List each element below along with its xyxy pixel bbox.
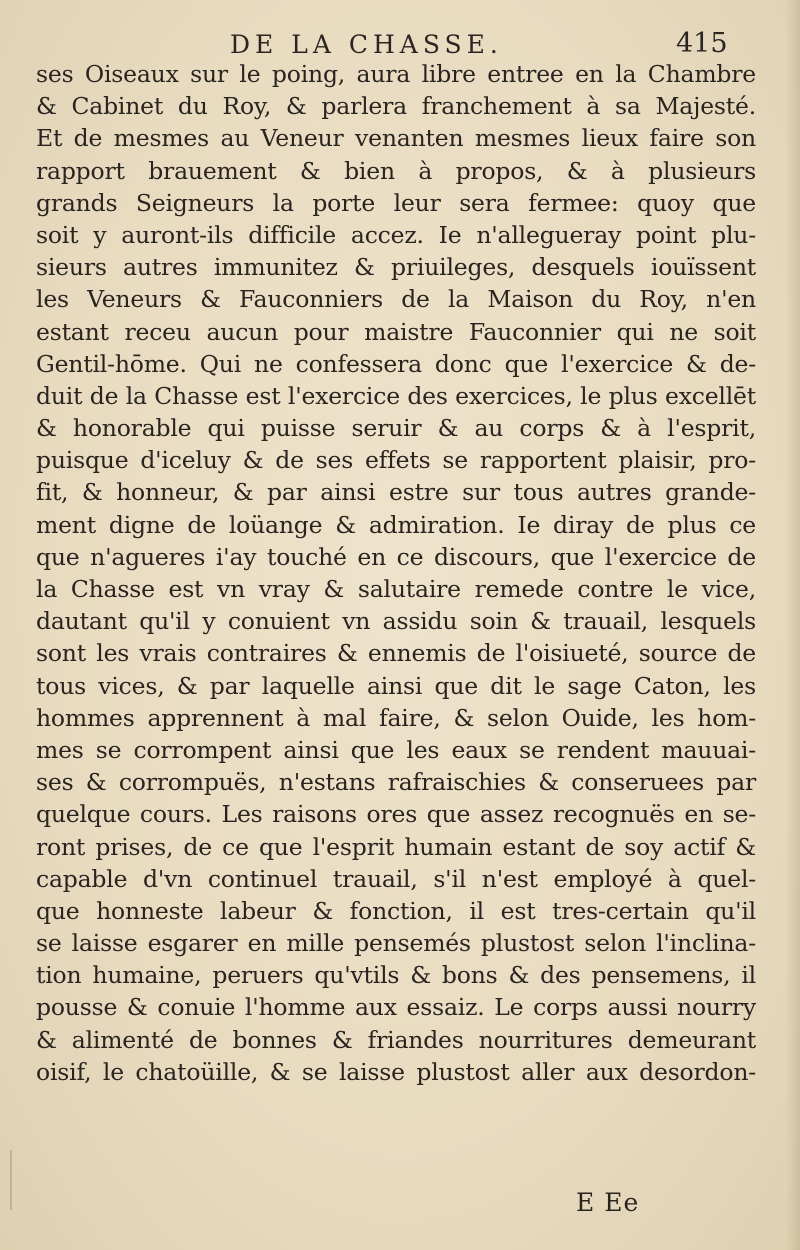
text-line: & alimenté de bonnes & friandes nourritures demeurant bbox=[36, 1025, 756, 1054]
text-line: mes se corrompent ainsi que les eaux se rendent mauuai- bbox=[36, 735, 756, 764]
text-line: ses & corrompuës, n'estans rafraischies & conseruees par bbox=[36, 768, 756, 797]
text-line: rapport brauement & bien à propos, & à plusieurs bbox=[36, 156, 756, 185]
text-line: soit y auront-ils difficile accez. Ie n'allegueray point plu- bbox=[36, 220, 756, 249]
text-line: tous vices, & par laquelle ainsi que dit le sage Caton, les bbox=[36, 671, 756, 700]
text-line: hommes apprennent à mal faire, & selon Ouide, les hom- bbox=[36, 703, 756, 732]
text-line: oisif, le chatoüille, & se laisse plustost aller aux desordon- bbox=[36, 1057, 756, 1086]
text-line: que honneste labeur & fonction, il est tres-certain qu'il bbox=[36, 896, 756, 925]
text-line: dautant qu'il y conuient vn assidu soin & trauail, lesquels bbox=[36, 607, 756, 636]
text-line: Et de mesmes au Veneur venanten mesmes lieux faire son bbox=[36, 124, 756, 153]
margin-bleed-mark bbox=[10, 1150, 12, 1210]
text-line: capable d'vn continuel trauail, s'il n'est employé à quel- bbox=[36, 864, 756, 893]
text-line: & honorable qui puisse seruir & au corps & à l'esprit, bbox=[36, 414, 756, 443]
text-line: ront prises, de ce que l'esprit humain estant de soy actif & bbox=[36, 832, 756, 861]
text-line: quelque cours. Les raisons ores que assez recognuës en se- bbox=[36, 800, 756, 829]
text-line: sieurs autres immunitez & priuileges, desquels iouïssent bbox=[36, 253, 756, 282]
text-line: ment digne de loüange & admiration. Ie diray de plus ce bbox=[36, 510, 756, 539]
text-line: duit de la Chasse est l'exercice des exercices, le plus excellēt bbox=[36, 381, 756, 410]
body-text bbox=[36, 58, 756, 1088]
text-line: que n'agueres i'ay touché en ce discours, que l'exercice de bbox=[36, 542, 756, 571]
text-line: Gentil-hōme. Qui ne confessera donc que l'exercice & de- bbox=[36, 349, 756, 378]
signature-mark: E Ee bbox=[576, 1188, 640, 1217]
text-line: pousse & conuie l'homme aux essaiz. Le corps aussi nourry bbox=[36, 993, 756, 1022]
running-title: DE LA CHASSE. bbox=[230, 30, 503, 59]
page-edge-shadow bbox=[786, 0, 800, 1250]
text-line: tion humaine, peruers qu'vtils & bons & des pensemens, il bbox=[36, 961, 756, 990]
page-number: 415 bbox=[676, 28, 728, 59]
text-line: la Chasse est vn vray & salutaire remede contre le vice, bbox=[36, 575, 756, 603]
text-line: fit, & honneur, & par ainsi estre sur tous autres grande- bbox=[36, 478, 756, 507]
text-line: puisque d'iceluy & de ses effets se rapportent plaisir, pro- bbox=[36, 446, 756, 475]
text-line: grands Seigneurs la porte leur sera fermee: quoy que bbox=[36, 188, 756, 217]
text-line: se laisse esgarer en mille pensemés plustost selon l'inclina- bbox=[36, 929, 756, 958]
text-line: estant receu aucun pour maistre Fauconnier qui ne soit bbox=[36, 317, 756, 346]
text-line: & Cabinet du Roy, & parlera franchement à sa Majesté. bbox=[36, 92, 756, 121]
text-line: ses Oiseaux sur le poing, aura libre entree en la Chambre bbox=[36, 60, 756, 88]
text-line: les Veneurs & Fauconniers de la Maison du Roy, n'en bbox=[36, 285, 756, 314]
text-line: sont les vrais contraires & ennemis de l'oisiueté, source de bbox=[36, 639, 756, 668]
